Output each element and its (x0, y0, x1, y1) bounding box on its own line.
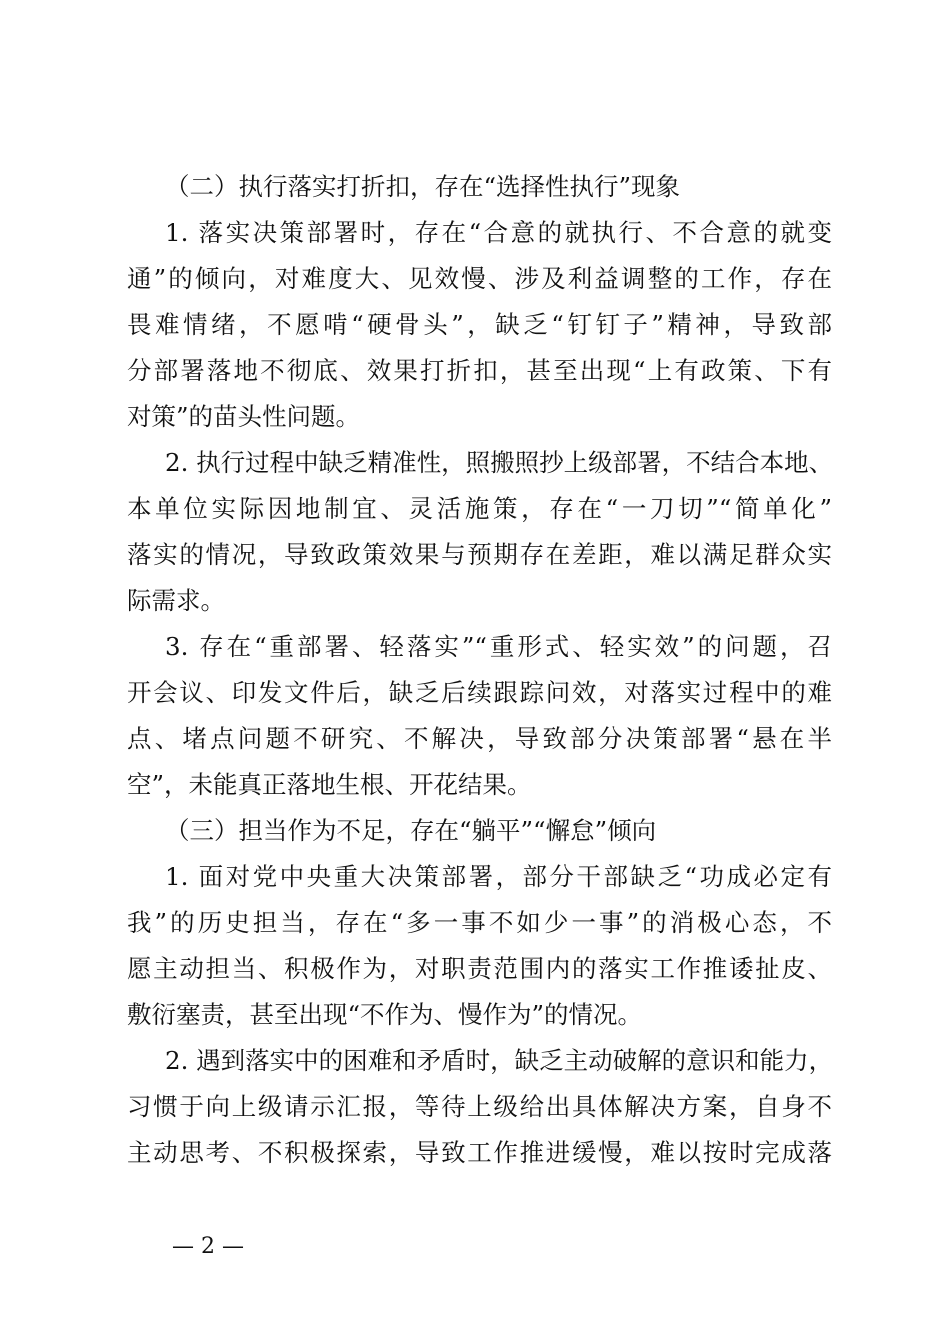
section-heading-2: （二）执行落实打折扣，存在“选择性执行”现象 (165, 172, 681, 201)
page-number: — 2 — (172, 1234, 244, 1259)
paragraph-line: 点、堵点问题不研究、不解决，导致部分决策部署“悬在半 (127, 724, 832, 753)
document-body (127, 164, 832, 1176)
paragraph-line: 习惯于向上级请示汇报，等待上级给出具体解决方案，自身不 (127, 1092, 832, 1121)
paragraph-line: 2. 执行过程中缺乏精准性，照搬照抄上级部署，不结合本地、 (165, 448, 834, 477)
paragraph-line: 空”，未能真正落地生根、开花结果。 (127, 770, 532, 799)
paragraph-line: 1. 落实决策部署时，存在“合意的就执行、不合意的就变 (165, 218, 832, 247)
paragraph-line: 本单位实际因地制宜、灵活施策，存在“一刀切”“简单化” (127, 494, 832, 523)
paragraph-line: 通”的倾向，对难度大、见效慢、涉及利益调整的工作，存在 (127, 264, 832, 293)
paragraph-line: 1. 面对党中央重大决策部署，部分干部缺乏“功成必定有 (165, 862, 832, 891)
paragraph-line: 敷衍塞责，甚至出现“不作为、慢作为”的情况。 (127, 1000, 643, 1029)
paragraph-line: 畏难情绪，不愿啃“硬骨头”，缺乏“钉钉子”精神，导致部 (127, 310, 832, 339)
paragraph-line: 分部署落地不彻底、效果打折扣，甚至出现“上有政策、下有 (127, 356, 832, 385)
paragraph-line: 2. 遇到落实中的困难和矛盾时，缺乏主动破解的意识和能力， (165, 1046, 834, 1075)
paragraph-line: 主动思考、不积极探索，导致工作推进缓慢，难以按时完成落 (127, 1138, 832, 1167)
section-heading-3: （三）担当作为不足，存在“躺平”“懈怠”倾向 (165, 816, 657, 845)
paragraph-line: 对策”的苗头性问题。 (127, 402, 361, 431)
paragraph-line: 际需求。 (127, 586, 225, 615)
paragraph-line: 开会议、印发文件后，缺乏后续跟踪问效，对落实过程中的难 (127, 678, 832, 707)
paragraph-line: 3. 存在“重部署、轻落实”“重形式、轻实效”的问题，召 (165, 632, 832, 661)
paragraph-line: 我”的历史担当，存在“多一事不如少一事”的消极心态，不 (127, 908, 832, 937)
paragraph-line: 愿主动担当、积极作为，对职责范围内的落实工作推诿扯皮、 (127, 954, 832, 983)
paragraph-line: 落实的情况，导致政策效果与预期存在差距，难以满足群众实 (127, 540, 832, 569)
